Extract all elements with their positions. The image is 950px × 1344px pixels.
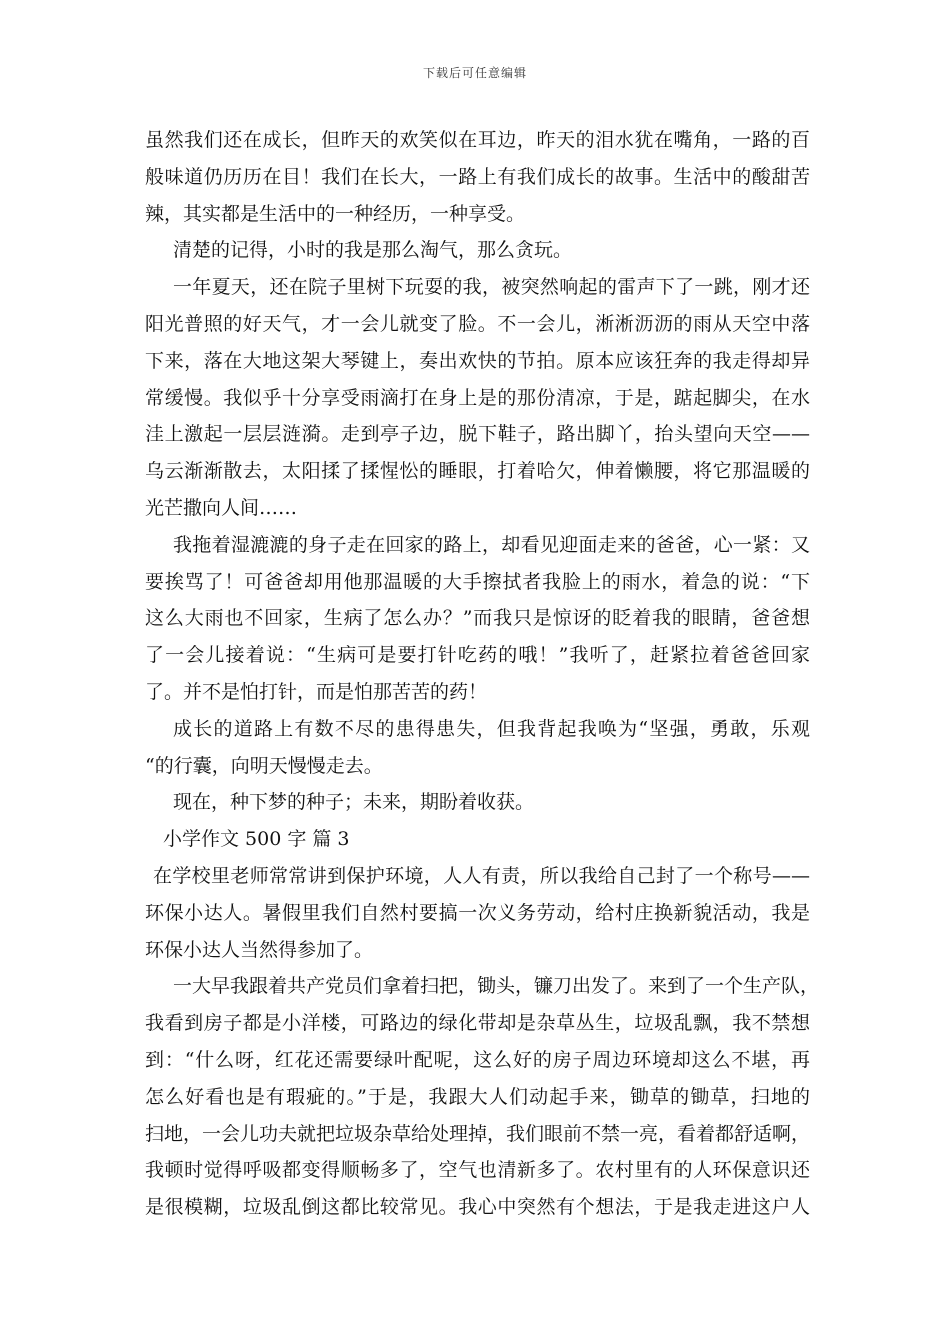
text-line: 清楚的记得，小时的我是那么淘气，那么贪玩。 bbox=[173, 239, 573, 262]
text-line: 了。并不是怕打针，而是怕那苦苦的药！ bbox=[145, 680, 488, 703]
text-line: 了一会儿接着说：“生病可是要打针吃药的哦！”我听了，赶紧拉着爸爸回家 bbox=[145, 644, 810, 667]
text-line: 乌云渐渐散去，太阳揉了揉惺忪的睡眼，打着哈欠，伸着懒腰，将它那温暖的 bbox=[145, 460, 810, 483]
text-line: 这么大雨也不回家，生病了怎么办？”而我只是惊讶的眨着我的眼睛，爸爸想 bbox=[145, 607, 810, 630]
page-header-note: 下载后可任意编辑 bbox=[422, 66, 527, 80]
document-body bbox=[145, 122, 820, 1226]
text-line: 我顿时觉得呼吸都变得顺畅多了，空气也清新多了。农村里有的人环保意识还 bbox=[145, 1159, 810, 1182]
text-line: 环保小达人。暑假里我们自然村要搞一次义务劳动，给村庄换新貌活动，我是 bbox=[145, 901, 810, 924]
text-line: 环保小达人当然得参加了。 bbox=[145, 938, 374, 961]
text-line: 是很模糊，垃圾乱倒这都比较常见。我心中突然有个想法，于是我走进这户人 bbox=[145, 1196, 810, 1219]
text-line: 下来，落在大地这架大琴键上，奏出欢快的节拍。原本应该狂奔的我走得却异 bbox=[145, 349, 810, 372]
text-line: 辣，其实都是生活中的一种经历，一种享受。 bbox=[145, 202, 526, 225]
text-line: 怎么好看也是有瑕疵的。”于是，我跟大人们动起手来，锄草的锄草，扫地的 bbox=[145, 1085, 810, 1108]
text-line: 我拖着湿漉漉的身子走在回家的路上，却看见迎面走来的爸爸，心一紧：又 bbox=[173, 533, 810, 556]
text-line: 到：“什么呀，红花还需要绿叶配呢，这么好的房子周边环境却这么不堪，再 bbox=[145, 1048, 810, 1071]
text-line: “的行囊，向明天慢慢走去。 bbox=[145, 754, 383, 777]
text-line: 光芒撒向人间…… bbox=[145, 496, 298, 519]
text-line: 成长的道路上有数不尽的患得患失，但我背起我唤为“坚强，勇敢，乐观 bbox=[173, 717, 810, 740]
text-line: 虽然我们还在成长，但昨天的欢笑似在耳边，昨天的泪水犹在嘴角，一路的百 bbox=[145, 129, 810, 151]
text-line: 般味道仍历历在目！我们在长大，一路上有我们成长的故事。生活中的酸甜苦 bbox=[145, 165, 810, 188]
text-line: 要挨骂了！可爸爸却用他那温暖的大手擦拭者我脸上的雨水，着急的说：“下 bbox=[145, 570, 810, 593]
text-line: 洼上激起一层层涟漪。走到亭子边，脱下鞋子，路出脚丫，抬头望向天空—— bbox=[145, 423, 810, 446]
text-line: 在学校里老师常常讲到保护环境，人人有责，所以我给自己封了一个称号—— bbox=[153, 864, 810, 887]
text-line: 现在，种下梦的种子；未来，期盼着收获。 bbox=[173, 791, 535, 814]
text-line: 一大早我跟着共产党员们拿着扫把，锄头，镰刀出发了。来到了一个生产队， bbox=[173, 975, 820, 998]
text-line: 一年夏天，还在院子里树下玩耍的我，被突然响起的雷声下了一跳，刚才还 bbox=[173, 276, 810, 299]
text-line: 常缓慢。我似乎十分享受雨滴打在身上是的那份清凉，于是，踮起脚尖，在水 bbox=[145, 386, 810, 409]
text-line: 扫地，一会儿功夫就把垃圾杂草给处理掉，我们眼前不禁一亮，看着都舒适啊， bbox=[145, 1122, 811, 1145]
text-line: 我看到房子都是小洋楼，可路边的绿化带却是杂草丛生，垃圾乱飘，我不禁想 bbox=[145, 1012, 810, 1035]
text-line: 阳光普照的好天气，才一会儿就变了脸。不一会儿，淅淅沥沥的雨从天空中落 bbox=[145, 312, 810, 335]
text-line: 小学作文 500 字 篇 3 bbox=[163, 828, 350, 851]
